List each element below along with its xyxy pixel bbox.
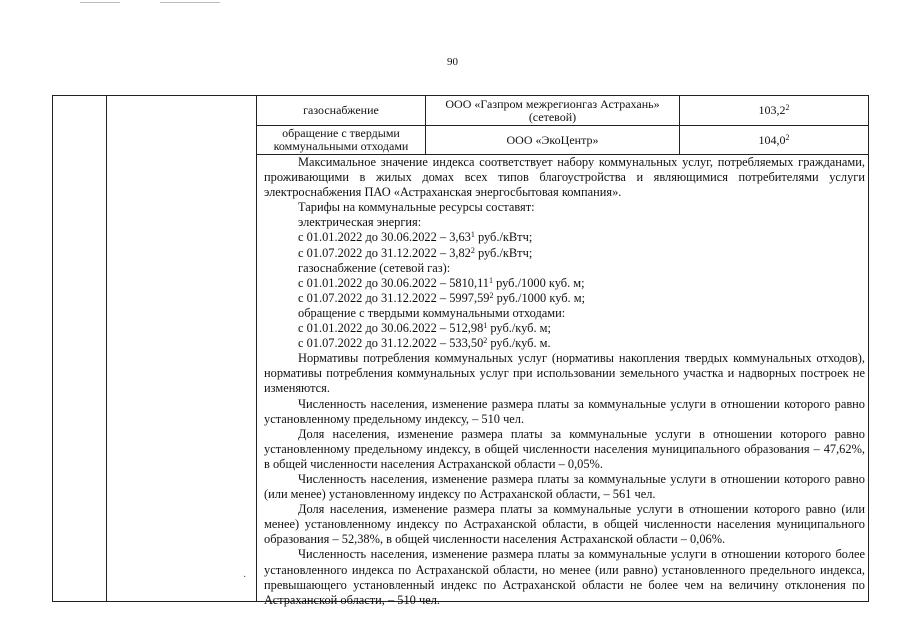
tariffs-intro: Тарифы на коммунальные ресурсы составят: — [298, 200, 535, 215]
table-row — [680, 126, 868, 154]
paragraph-population-region: Численность населения, изменение размера платы за коммунальные услуги в отношении которого равно (или менее) установленному индексу по Астраханской области, – 561 чел. — [264, 471, 865, 502]
table-row — [257, 126, 425, 154]
service-cell: обращение с твердыми коммунальными отходами — [273, 126, 409, 153]
table-row — [680, 96, 868, 125]
scan-artifact-line — [160, 2, 220, 3]
waste-tariff-h2: с 01.07.2022 до 31.12.2022 – 533,50$^2$ руб./куб. м. — [298, 336, 551, 351]
paragraph-population-above: Численность населения, изменение размера платы за коммунальные услуги в отношении которого более установленного индекса по Астраханской области, но менее (или равно) установленного предельного индекса, превышающего установленный индекс по Астраханской области не более чем на величину отклонения по Астраханской области, – 510 чел. — [264, 547, 865, 607]
paragraph-norms: Нормативы потребления коммунальных услуг (нормативы накопления твердых коммунальных отходов), нормативы потребления коммунальных услуг при использовании земельного участка и надворных построек не изменяются. — [264, 351, 865, 396]
provider-cell: ООО «ЭкоЦентр» — [506, 132, 599, 147]
waste-header: обращение с твердыми коммунальными отходами: — [298, 305, 566, 320]
scan-artifact-line — [80, 2, 120, 3]
body-text-cell — [264, 155, 865, 608]
column-divider — [256, 95, 257, 602]
index-cell: 103,2$^2$ — [758, 103, 790, 117]
service-cell: газоснабжение — [303, 103, 379, 117]
gas-tariff-h1: с 01.01.2022 до 30.06.2022 – 5810,11$^1$ руб./1000 куб. м; — [298, 275, 585, 290]
column-divider — [106, 95, 107, 602]
electricity-tariff-h2: с 01.07.2022 до 31.12.2022 – 3,82$^2$ руб./кВтч; — [298, 245, 533, 260]
paragraph-share-equal: Доля населения, изменение размера платы за коммунальные услуги в отношении которого равно установленному предельному индексу, в общей численности населения муниципального образования – 47,62%, в общей численности населения Астраханской области – 0,05%. — [264, 426, 865, 471]
provider-cell: ООО «Газпром межрегионгаз Астрахань» (сетевой) — [445, 96, 660, 124]
paragraph-max-index: Максимальное значение индекса соответствует набору коммунальных услуг, потребляемых гражданами, проживающими в жилых домах всех типов благоустройства и являющимися потребителями услуги электроснабжения ПАО «Астраханская энергосбытовая компания». — [264, 155, 865, 200]
table-row — [426, 126, 679, 154]
index-cell: 104,0$^2$ — [758, 132, 790, 147]
page-number: 90 — [447, 56, 458, 68]
gas-header: газоснабжение (сетевой газ): — [298, 260, 451, 275]
gas-tariff-h2: с 01.07.2022 до 31.12.2022 – 5997,59$^2$ руб./1000 куб. м; — [298, 290, 586, 305]
paragraph-population-equal: Численность населения, изменение размера платы за коммунальные услуги в отношении которого равно установленному предельному индексу, – 510 чел. — [264, 396, 865, 426]
waste-tariff-h1: с 01.01.2022 до 30.06.2022 – 512,98$^1$ руб./куб. м; — [298, 321, 551, 336]
table-row — [257, 96, 425, 125]
electricity-tariff-h1: с 01.01.2022 до 30.06.2022 – 3,63$^1$ руб./кВтч; — [298, 230, 533, 245]
electricity-header: электрическая энергия: — [298, 215, 422, 230]
table-row — [426, 96, 679, 125]
paragraph-share-region: Доля населения, изменение размера платы за коммунальные услуги в отношении которого равно (или менее) установленному индексу по Астраханской области, в общей численности населения муниципального образования – 52,38%, в общей численности населения Астраханской области – 0,06%. — [264, 502, 865, 547]
scan-speck: · — [243, 572, 247, 583]
